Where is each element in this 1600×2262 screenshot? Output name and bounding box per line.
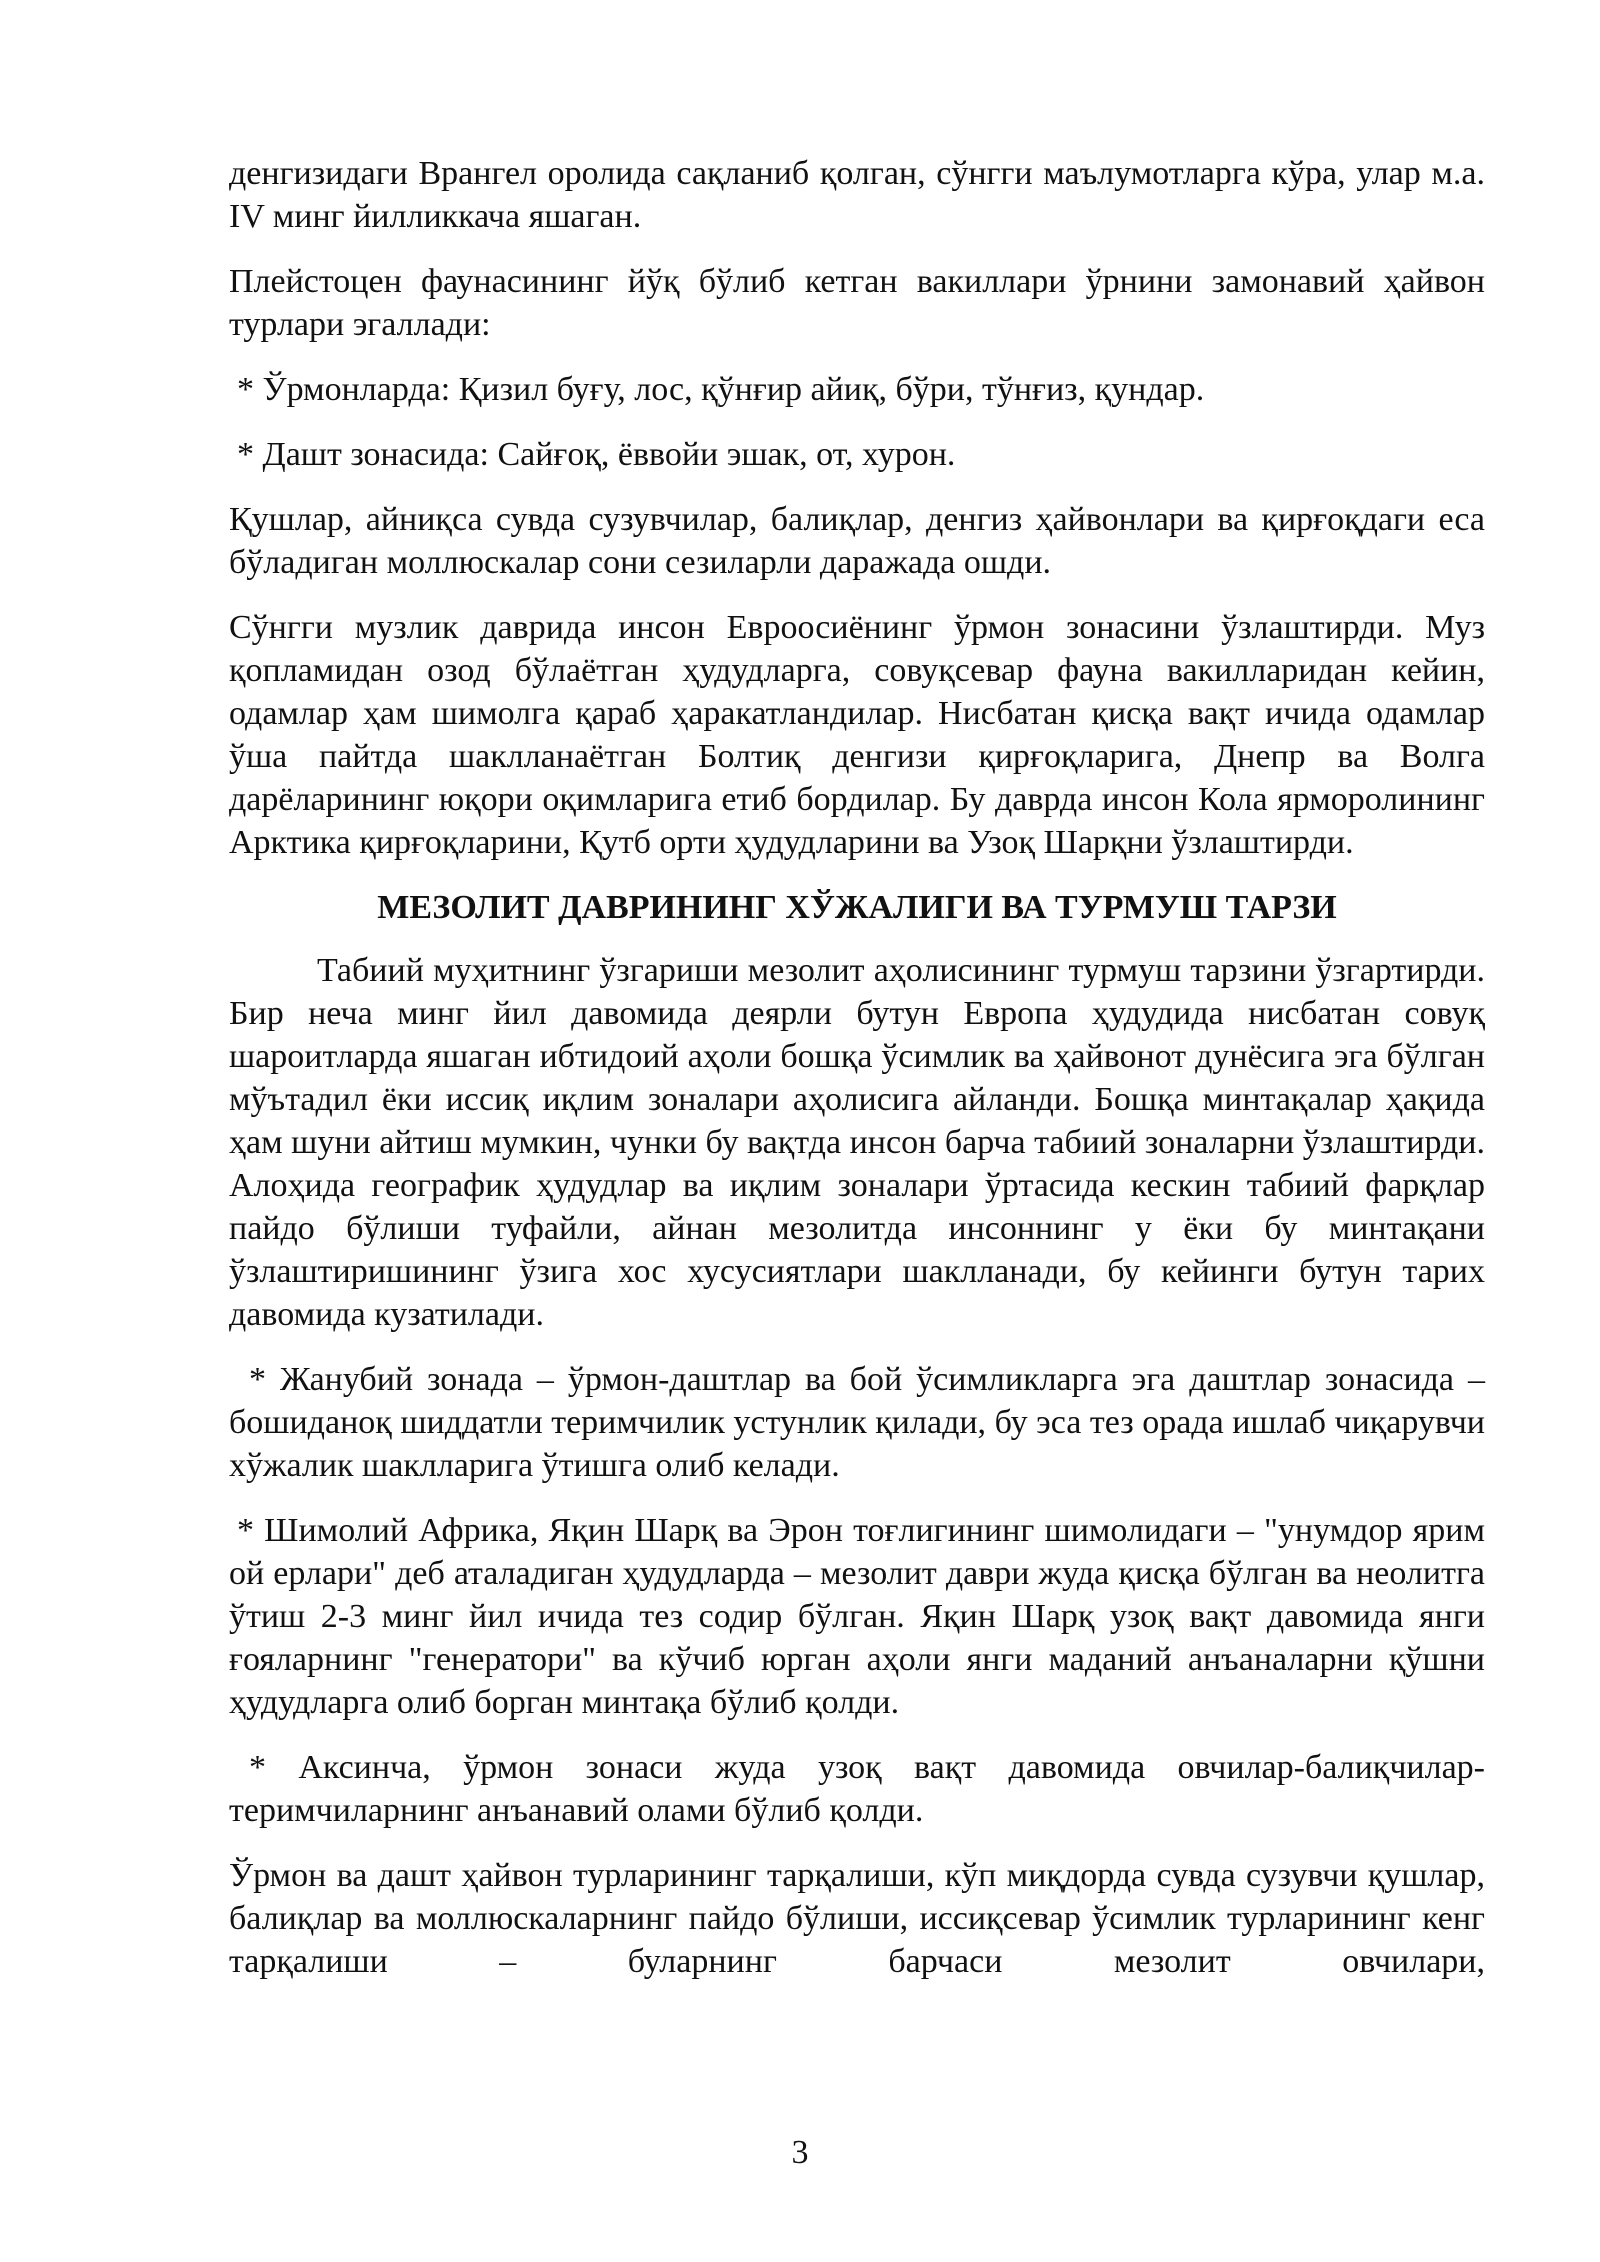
page-body [229, 152, 1485, 1983]
list-item: * Жанубий зонада – ўрмон-даштлар ва бой ўсимликларга эга даштлар зонасида – бошиданоқ шиддатли теримчилик устунлик қилади, бу эса тез орада ишлаб чиқарувчи хўжалик шаклларига ўтишга олиб келади. [229, 1361, 1485, 1484]
paragraph: денгизидаги Врангел оролида сақланиб қолган, сўнгги маълумотларга кўра, улар м.а. IV минг йилликкача яшаган. [229, 155, 1485, 235]
list-item: * Шимолий Африка, Яқин Шарқ ва Эрон тоғлигининг шимолидаги – "унумдор ярим ой ерлари" деб аталадиган ҳудудларда – мезолит даври жуда қисқа бўлган ва неолитга ўтиш 2-3 минг йил ичида тез содир бўлган. Яқин Шарқ узоқ вақт давомида янги ғояларнинг "генератори" ва кўчиб юрган аҳоли янги маданий анъаналарни қўшни ҳудудларга олиб борган минтақа бўлиб қолди. [229, 1512, 1485, 1721]
list-item: * Аксинча, ўрмон зонаси жуда узоқ вақт давомида овчилар-балиқчилар-теримчиларнинг анъанавий олами бўлиб қолди. [229, 1749, 1485, 1829]
page-number: 3 [791, 2134, 809, 2171]
list-item: * Ўрмонларда: Қизил буғу, лос, қўнғир айиқ, бўри, тўнғиз, қундар. [237, 371, 1205, 408]
paragraph: Ўрмон ва дашт ҳайвон турларининг тарқалиши, кўп миқдорда сувда сузувчи қушлар, балиқлар ва моллюскаларнинг пайдо бўлиши, иссиқсевар ўсимлик турларининг кенг тарқалиши – буларнинг барчаси мезолит овчилари, [229, 1857, 1485, 1980]
list-item: * Дашт зонасида: Сайғоқ, ёввойи эшак, от, хурон. [237, 436, 956, 473]
paragraph: Қушлар, айниқса сувда сузувчилар, балиқлар, денгиз ҳайвонлари ва қирғоқдаги еса бўладиган моллюскалар сони сезиларли даражада ошди. [229, 501, 1485, 581]
paragraph: Табиий муҳитнинг ўзгариши мезолит аҳолисининг турмуш тарзини ўзгартирди. Бир неча минг йил давомида деярли бутун Европа ҳудудида нисбатан совуқ шароитларда яшаган ибтидоий аҳоли бошқа ўсимлик ва ҳайвонот дунёсига эга бўлган мўътадил ёки иссиқ иқлим зоналари аҳолисига айланди. Бошқа минтақалар ҳақида ҳам шуни айтиш мумкин, чунки бу вақтда инсон барча табиий зоналарни ўзлаштирди. Алоҳида географик ҳудудлар ва иқлим зоналари ўртасида кескин табиий фарқлар пайдо бўлиши туфайли, айнан мезолитда инсоннинг у ёки бу минтақани ўзлаштиришининг ўзига хос хусусиятлари шаклланади, бу кейинги бутун тарих давомида кузатилади. [229, 952, 1485, 1333]
paragraph: Сўнгги музлик даврида инсон Евроосиёнинг ўрмон зонасини ўзлаштирди. Муз қопламидан озод бўлаётган ҳудудларга, совуқсевар фауна вакилларидан кейин, одамлар ҳам шимолга қараб ҳаракатландилар. Нисбатан қисқа вақт ичида одамлар ўша пайтда шаклланаётган Болтиқ денгизи қирғоқларига, Днепр ва Волга дарёларининг юқори оқимларига етиб бордилар. Бу даврда инсон Кола ярморолининг Арктика қирғоқларини, Қутб орти ҳудудларини ва Узоқ Шарқни ўзлаштирди. [229, 609, 1485, 861]
paragraph: Плейстоцен фаунасининг йўқ бўлиб кетган вакиллари ўрнини замонавий ҳайвон турлари эгаллади: [229, 263, 1485, 343]
section-heading: МЕЗОЛИТ ДАВРИНИНГ ХЎЖАЛИГИ ВА ТУРМУШ ТАРЗИ [377, 889, 1337, 926]
